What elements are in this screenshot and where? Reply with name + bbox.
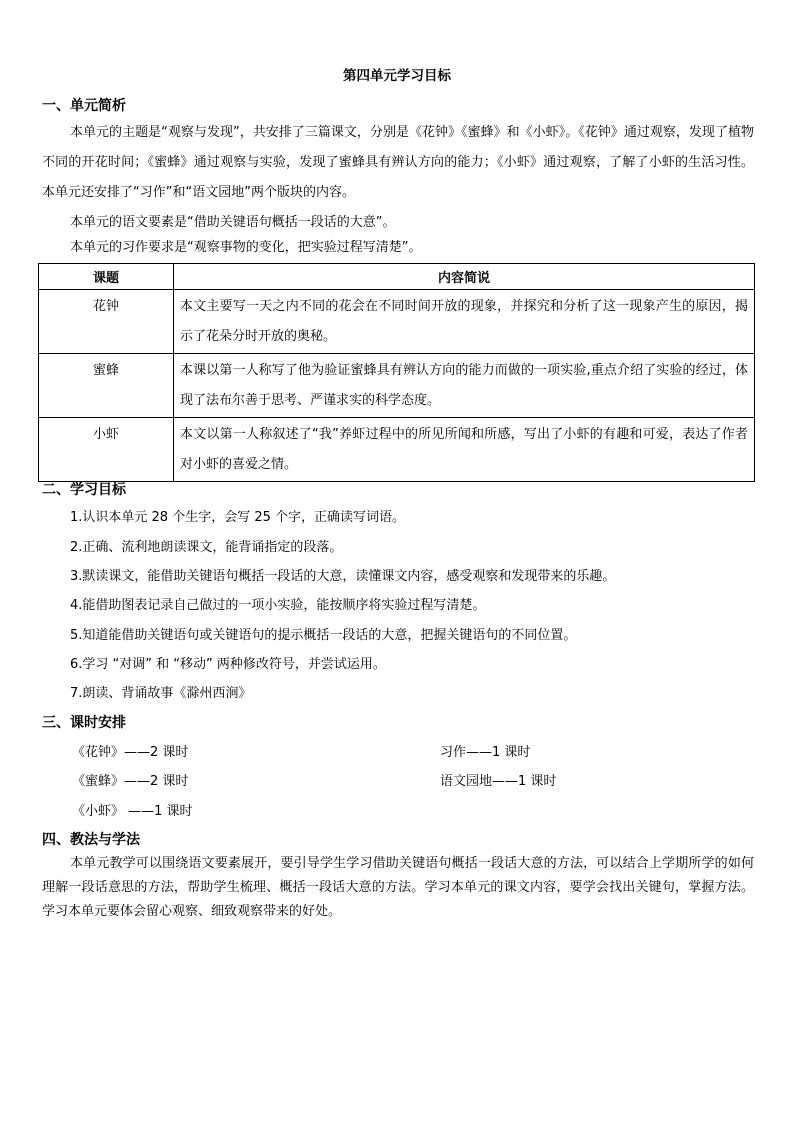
section-heading-methods: 四、教法与学法	[42, 832, 140, 848]
course-table	[38, 263, 755, 482]
section-heading-unit-analysis: 一、单元简析	[42, 98, 126, 114]
lesson-summary: 本课以第一人称写了他为验证蜜蜂具有辨认方向的能力而做的一项实验,重点介绍了实验的经过，体现了法布尔善于思考、严谨求实的科学态度。	[174, 354, 755, 418]
schedule-item: 《小虾》 ——1 课时	[72, 804, 193, 819]
lesson-summary: 本文以第一人称叙述了“我”养虾过程中的所见所闻和所感，写出了小虾的有趣和可爱，表达了作者对小虾的喜爱之情。	[174, 418, 755, 482]
lesson-summary: 本文主要写一天之内不同的花会在不同时间开放的现象，并探究和分析了这一现象产生的原因，揭示了花朵分时开放的奥秘。	[174, 290, 755, 354]
section-heading-learning-goals: 二、学习目标	[42, 482, 126, 498]
lesson-name: 蜜蜂	[39, 354, 174, 418]
lesson-name: 花钟	[39, 290, 174, 354]
unit-analysis-paragraph: 本单元的主题是“观察与发现”，共安排了三篇课文，分别是《花钟》《蜜蜂》和《小虾》。《花钟》通过观察，发现了植物不同的开花时间；《蜜蜂》通过观察与实验，发现了蜜蜂具有辨认方向的能力；《小虾》通过观察，了解了小虾的生活习性。本单元还安排了“习作”和“语文园地”两个版块的内容。	[42, 125, 754, 200]
schedule-item: 《花钟》——2 课时	[72, 745, 189, 760]
schedule-item: 习作——1 课时	[440, 745, 531, 760]
goal-item: 4.能借助图表记录自己做过的一项小实验，能按顺序将实验过程写清楚。	[70, 598, 486, 613]
lesson-name: 小虾	[39, 418, 174, 482]
goal-item: 1.认识本单元 28 个生字，会写 25 个字，正确读写词语。	[70, 510, 406, 525]
writing-requirement-paragraph: 本单元的习作要求是“观察事物的变化，把实验过程写清楚”。	[70, 240, 422, 255]
goal-item: 5.知道能借助关键语句或关键语句的提示概括一段话的大意，把握关键语句的不同位置。	[70, 628, 577, 643]
table-header-title: 课题	[39, 264, 174, 290]
page-title: 第四单元学习目标	[343, 68, 451, 84]
table-row	[39, 418, 755, 482]
schedule-item: 语文园地——1 课时	[440, 774, 557, 789]
goal-item: 7.朗读、背诵故事《滁州西涧》	[70, 686, 252, 701]
schedule-item: 《蜜蜂》——2 课时	[72, 774, 189, 789]
language-element-paragraph: 本单元的语文要素是“借助关键语句概括一段话的大意”。	[70, 215, 396, 230]
table-row	[39, 354, 755, 418]
goal-item: 3.默读课文，能借助关键语句概括一段话的大意，读懂课文内容，感受观察和发现带来的乐趣。	[70, 569, 616, 584]
section-heading-schedule: 三、课时安排	[42, 715, 126, 731]
table-row	[39, 290, 755, 354]
goal-item: 2.正确、流利地朗读课文，能背诵指定的段落。	[70, 540, 343, 555]
goal-item: 6.学习 “对调” 和 “移动” 两种修改符号，并尝试运用。	[70, 657, 386, 672]
table-header-summary: 内容简说	[174, 264, 755, 290]
methods-paragraph: 本单元教学可以围绕语文要素展开，要引导学生学习借助关键语句概括一段话大意的方法，可以结合上学期所学的如何理解一段话意思的方法，帮助学生梳理、概括一段话大意的方法。学习本单元的课文内容，要学会找出关键句，掌握方法。学习本单元要体会留心观察、细致观察带来的好处。	[42, 856, 754, 919]
